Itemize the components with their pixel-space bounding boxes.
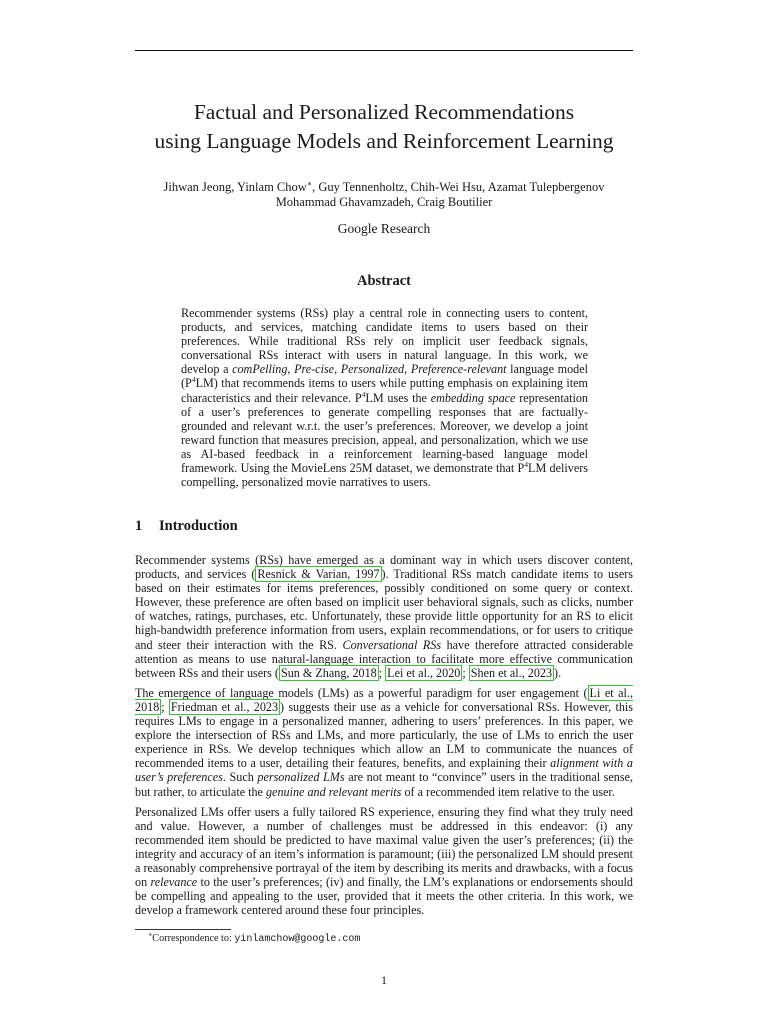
abstract-heading: Abstract: [357, 273, 411, 289]
abstract-text: representation of a user’s preferences to generate compelling responses that are factually-grounded and relevant w.r.t. the user’s preferences. Moreover, we develop a joint reward function that measures precision, appeal, and personalization, which we use as AI-based feedback in a reinforcement learning-based language model framework. Using the MovieLens 25M dataset, we demonstrate that P: [181, 390, 588, 476]
abstract-italic: Personalized: [340, 362, 405, 377]
authors-line-2: Mohammad Ghavamzadeh, Craig Boutilier: [275, 195, 493, 209]
body-text: ) suggests their use as a vehicle for conversational RSs. However, this requires LMs to engage in a personalized manner, adhering to users’ preferences. In this paper, we explore the intersection of RSs and LMs, and more particularly, the use of LMs to enrich the user experience in RSs. We develop techniques which allow an LM to communicate the nuances of recommended items to a user, detailing their features, benefits, and explaining their: [135, 699, 633, 771]
abstract-body: [181, 306, 588, 489]
paragraph-2: [135, 686, 633, 799]
citation-link[interactable]: Resnick & Varian, 1997: [257, 567, 380, 582]
body-italic: alignment with a user’s preferences: [135, 756, 633, 785]
authors-rest: , Guy Tennenholtz, Chih-Wei Hsu, Azamat Tulepbergenov: [312, 180, 605, 194]
citation-link[interactable]: Sun & Zhang, 2018: [280, 665, 377, 680]
body-text: to the user’s preferences; (iv) and finally, the LM’s explanations or endorsements should be compelling and appealing to the user, provided that it meets the other criteria. In this work, we develop a framework centered around these four principles.: [135, 875, 633, 918]
abstract-text: LM) that recommends items to users while putting emphasis on explaining item characteristics and their relevance. P: [181, 376, 588, 405]
footnote-rule: [135, 929, 231, 930]
citation-link[interactable]: Lei et al., 2020: [387, 665, 461, 680]
abstract-text: LM delivers compelling, personalized movie narratives to users.: [181, 461, 588, 490]
body-text: have therefore attracted considerable attention as means to use natural-language interaction to facilitate more effective communication between RSs and their users (: [135, 637, 633, 680]
superscript: 4: [361, 389, 366, 399]
footnote-email[interactable]: yinlamchow@google.com: [234, 934, 361, 945]
abstract-italic: comPelling: [232, 362, 288, 377]
section-number: 1: [135, 518, 143, 534]
correspondence-mark[interactable]: ∗: [306, 178, 313, 188]
superscript: 4: [191, 375, 196, 385]
author-list: [140, 180, 628, 210]
footnote-mark: ∗: [148, 931, 153, 939]
body-italic: relevance: [150, 875, 198, 890]
paper-title: [100, 98, 668, 156]
abstract-text: Recommender systems (RSs) play a central role in connecting users to content, products, and services, matching candidate items to users based on their preferences. While traditional RSs rely on implicit user feedback signals, conversational RSs interact with users in natural language. In this work, we develop a: [181, 306, 588, 377]
section-heading-introduction: [135, 518, 633, 535]
citation-link[interactable]: Shen et al., 2023: [470, 665, 553, 680]
body-text: Personalized LMs offer users a fully tailored RS experience, ensuring they find what they truly need and value. However, a number of challenges must be addressed in this endeavor: (i) any recommended item should be predicted to have maximal value given the user’s preferences; (ii) the integrity and accuracy of an item’s information is paramount; (iii) the personalized LM should present a reasonably comprehensive portrayal of the item by describing its merits and drawbacks, with a focus on: [135, 804, 633, 890]
affiliation: Google Research: [337, 221, 431, 236]
body-text: The emergence of language models (LMs) as a powerful paradigm for user engagement (: [135, 685, 588, 700]
abstract-text: ,: [287, 362, 295, 377]
body-text: ;: [462, 665, 469, 680]
body-text: ).: [554, 665, 562, 680]
body-italic: Conversational RSs: [342, 637, 442, 652]
body-text: ;: [161, 699, 169, 714]
body-text: of a recommended item relative to the user.: [401, 784, 615, 799]
abstract-text: LM uses the: [365, 390, 431, 405]
superscript: 4: [524, 459, 529, 469]
authors-first: Jihwan Jeong, Yinlam Chow: [163, 180, 307, 194]
citation-link[interactable]: Friedman et al., 2023: [170, 699, 279, 714]
abstract-italic: Pre-cise: [294, 362, 335, 377]
page-number: 1: [381, 973, 387, 987]
abstract-text: ,: [334, 362, 341, 377]
body-text: . Such: [222, 770, 258, 785]
citation-link[interactable]: Li et al., 2018: [135, 685, 633, 714]
abstract-italic: Preference-relevant: [410, 362, 507, 377]
introduction-body: [135, 553, 633, 917]
body-italic: genuine and relevant merits: [265, 784, 402, 799]
body-text: ;: [378, 665, 386, 680]
abstract-text: language model (P: [181, 362, 588, 391]
paragraph-3: [135, 805, 633, 918]
top-rule: [135, 50, 633, 51]
footnote-text: Correspondence to:: [152, 933, 235, 944]
footnote: [148, 933, 628, 946]
paragraph-1: [135, 553, 633, 680]
title-line-2: using Language Models and Reinforcement Learning: [154, 129, 614, 153]
body-text: are not meant to “convince” users in the traditional sense, but rather, to articulate the: [135, 770, 633, 799]
abstract-italic: embedding space: [430, 390, 516, 405]
body-text: Recommender systems (RSs) have emerged as a dominant way in which users discover content, products, and services (: [135, 553, 633, 582]
body-text: ). Traditional RSs match candidate items to users based on their estimates for items preferences, possibly conditioned on some query or context. However, these preference are often based on implicit user behavioral signals, such as clicks, number of watches, ratings, purchases, etc. Unfortunately, these provide little opportunity for an RS to elicit high-bandwidth preference information from users, explain recommendations, or for users to critique and steer their interaction with the RS.: [135, 567, 633, 652]
title-line-1: Factual and Personalized Recommendations: [193, 100, 575, 124]
body-italic: personalized LMs: [257, 770, 345, 785]
section-title: Introduction: [159, 518, 238, 534]
abstract-text: ,: [404, 362, 411, 377]
